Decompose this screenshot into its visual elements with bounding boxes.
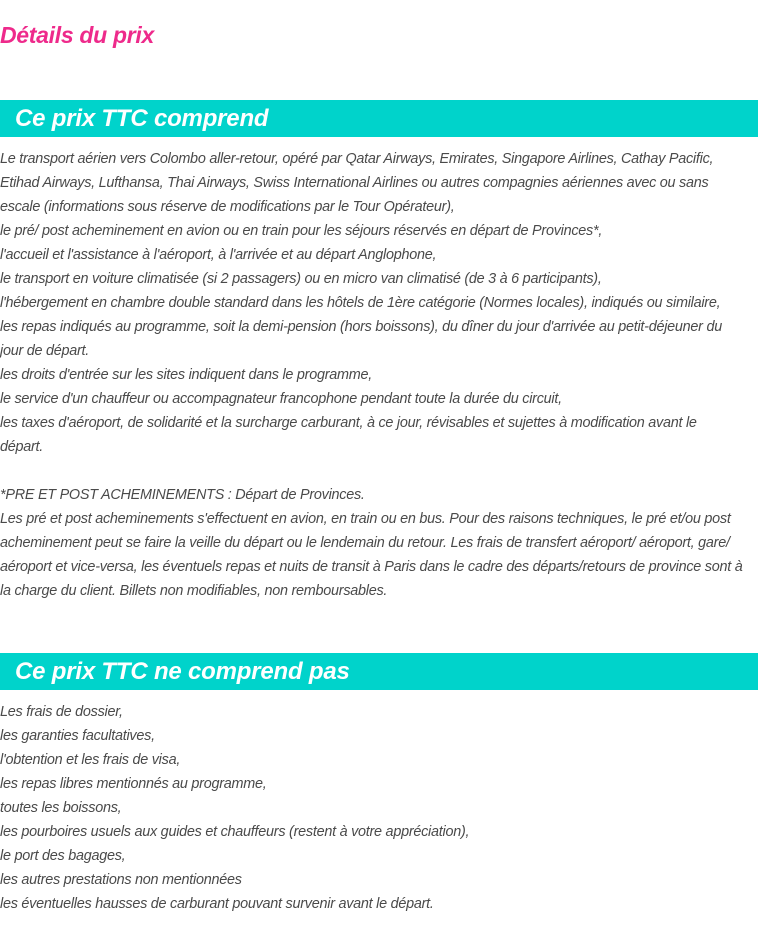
page-title: Détails du prix xyxy=(0,22,154,48)
excludes-line: les garanties facultatives, xyxy=(0,728,155,744)
includes-line: les droits d'entrée sur les sites indiquent dans le programme, xyxy=(0,367,372,383)
includes-line: le transport en voiture climatisée (si 2 passagers) ou en micro van climatisé (de 3 à 6 participants), xyxy=(0,271,602,287)
excludes-line: l'obtention et les frais de visa, xyxy=(0,752,181,768)
includes-line: l'accueil et l'assistance à l'aéroport, à l'arrivée et au départ Anglophone, xyxy=(0,247,437,263)
includes-line: Le transport aérien vers Colombo aller-retour, opéré par Qatar Airways, Emirates, Singapore Airlines, Cathay Pacific, xyxy=(0,151,714,167)
excludes-section-body xyxy=(0,700,758,916)
includes-line: Les pré et post acheminements s'effectuent en avion, en train ou en bus. Pour des raisons techniques, le pré et/ou post xyxy=(0,511,731,527)
excludes-line: Les frais de dossier, xyxy=(0,704,123,720)
includes-line: l'hébergement en chambre double standard dans les hôtels de 1ère catégorie (Normes locales), indiqués ou similaire, xyxy=(0,295,721,311)
excludes-line: le port des bagages, xyxy=(0,848,126,864)
includes-line: Etihad Airways, Lufthansa, Thai Airways, Swiss International Airlines ou autres compagnies aériennes avec ou sans xyxy=(0,175,709,191)
excludes-line: les pourboires usuels aux guides et chauffeurs (restent à votre appréciation), xyxy=(0,824,470,840)
includes-line: aéroport et vice-versa, les éventuels repas et nuits de transit à Paris dans le cadre des départs/retours de province sont à xyxy=(0,559,743,575)
includes-line: les taxes d'aéroport, de solidarité et la surcharge carburant, à ce jour, révisables et sujettes à modification avant le xyxy=(0,415,697,431)
excludes-line: les repas libres mentionnés au programme, xyxy=(0,776,267,792)
includes-line: escale (informations sous réserve de modifications par le Tour Opérateur), xyxy=(0,199,455,215)
includes-line: *PRE ET POST ACHEMINEMENTS : Départ de Provinces. xyxy=(0,487,365,503)
includes-line: les repas indiqués au programme, soit la demi-pension (hors boissons), du dîner du jour d'arrivée au petit-déjeuner du xyxy=(0,319,722,335)
excludes-line: les éventuelles hausses de carburant pouvant survenir avant le départ. xyxy=(0,896,434,912)
excludes-line: toutes les boissons, xyxy=(0,800,122,816)
includes-line: le service d'un chauffeur ou accompagnateur francophone pendant toute la durée du circuit, xyxy=(0,391,562,407)
includes-section-heading: Ce prix TTC comprend xyxy=(0,100,758,137)
includes-line: départ. xyxy=(0,439,44,455)
excludes-line: les autres prestations non mentionnées xyxy=(0,872,242,888)
includes-blank-line xyxy=(0,459,758,483)
includes-line: acheminement peut se faire la veille du départ ou le lendemain du retour. Les frais de transfert aéroport/ aéroport, gare/ xyxy=(0,535,730,551)
excludes-section-heading: Ce prix TTC ne comprend pas xyxy=(0,653,758,690)
includes-line: jour de départ. xyxy=(0,343,90,359)
includes-line: la charge du client. Billets non modifiables, non remboursables. xyxy=(0,583,388,599)
includes-line: le pré/ post acheminement en avion ou en train pour les séjours réservés en départ de Provinces*, xyxy=(0,223,603,239)
includes-section-body xyxy=(0,147,758,603)
